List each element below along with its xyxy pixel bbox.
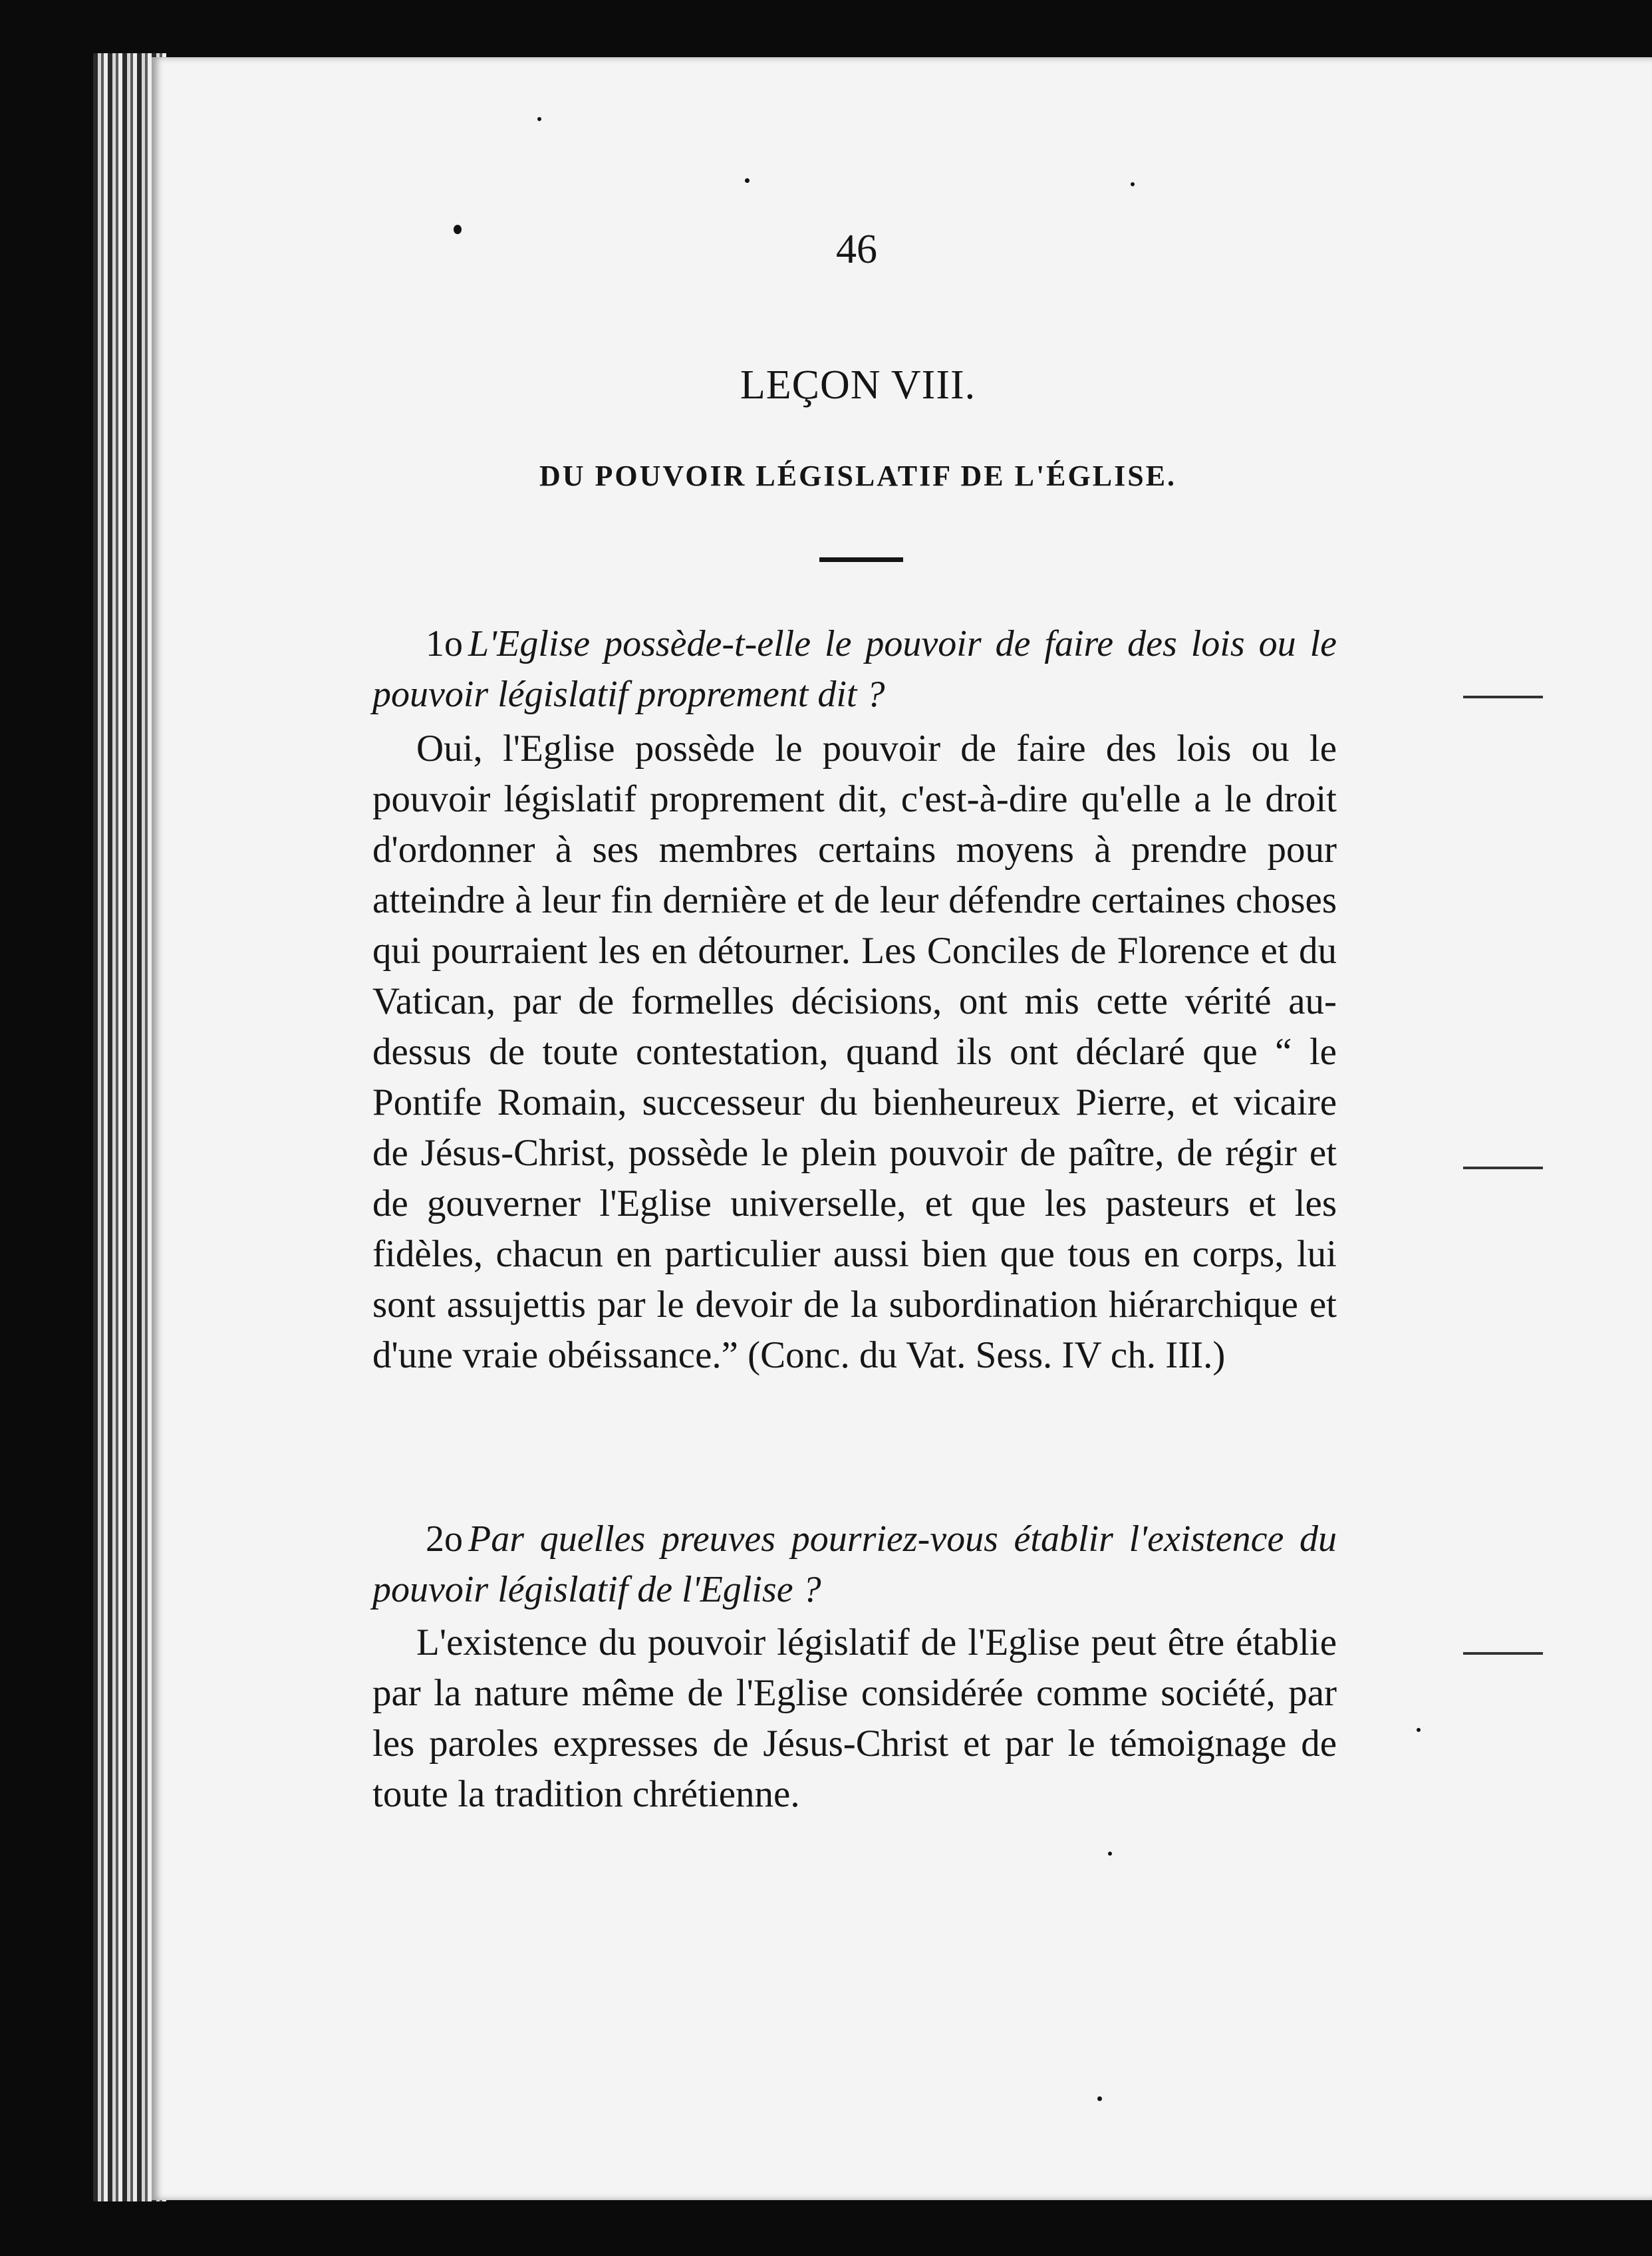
question-text: L'Eglise possède-t-elle le pouvoir de faire des lois ou le pouvoir législatif proprement dit ? — [372, 623, 1337, 715]
lesson-title: LEÇON VIII. — [740, 362, 976, 408]
title-divider — [819, 557, 903, 562]
page-number: 46 — [836, 227, 877, 272]
scan-speck — [1417, 1728, 1421, 1732]
section-title: DU POUVOIR LÉGISLATIF DE L'ÉGLISE. — [539, 460, 1177, 492]
scan-speck — [454, 225, 462, 234]
question-text: Par quelles preuves pourriez-vous établir l'existence du pouvoir législatif de l'Eglise ? — [372, 1518, 1337, 1610]
answer-1: Oui, l'Eglise possède le pouvoir de faire des lois ou le pouvoir législatif proprement dit, c'est-à-dire qu'elle a le droit d'ordonner à ses membres certains moyens à prendre pour atteindre à leur fin dernière et de leur défendre certaines choses qui pourraient les en détourner. Les Conciles de Florence et du Vatican, par de formelles décisions, ont mis cette vérité au-dessus de toute contestation, quand ils ont déclaré que “ le Pontife Romain, successeur du bienheureux Pierre, et vicaire de Jésus-Christ, possède le plein pouvoir de paître, de régir et de gouverner l'Eglise universelle, et que les pasteurs et les fidèles, chacun en particulier aussi bien que tous en corps, lui sont assujettis par le devoir de la subordination hiérarchique et d'une vraie obéissance.” (Conc. du Vat. Sess. IV ch. III.) — [372, 728, 1337, 1376]
question-number: 1o — [426, 623, 463, 664]
scan-speck — [1131, 182, 1135, 186]
scan-speck — [1108, 1852, 1112, 1856]
question-2 — [372, 1514, 1337, 1615]
question-1 — [372, 619, 1337, 720]
margin-mark — [1463, 696, 1543, 698]
margin-mark — [1463, 1652, 1543, 1655]
question-number: 2o — [426, 1518, 463, 1560]
scan-speck — [745, 178, 750, 183]
margin-mark — [1463, 1167, 1543, 1169]
scan-speck — [1097, 2096, 1102, 2101]
answer-2: L'existence du pouvoir législatif de l'Eglise peut être établie par la nature même de l'Eglise considérée comme société, par les paroles expresses de Jésus-Christ et par le témoignage de toute la tradition chrétienne. — [372, 1622, 1337, 1815]
scan-speck — [537, 117, 541, 121]
